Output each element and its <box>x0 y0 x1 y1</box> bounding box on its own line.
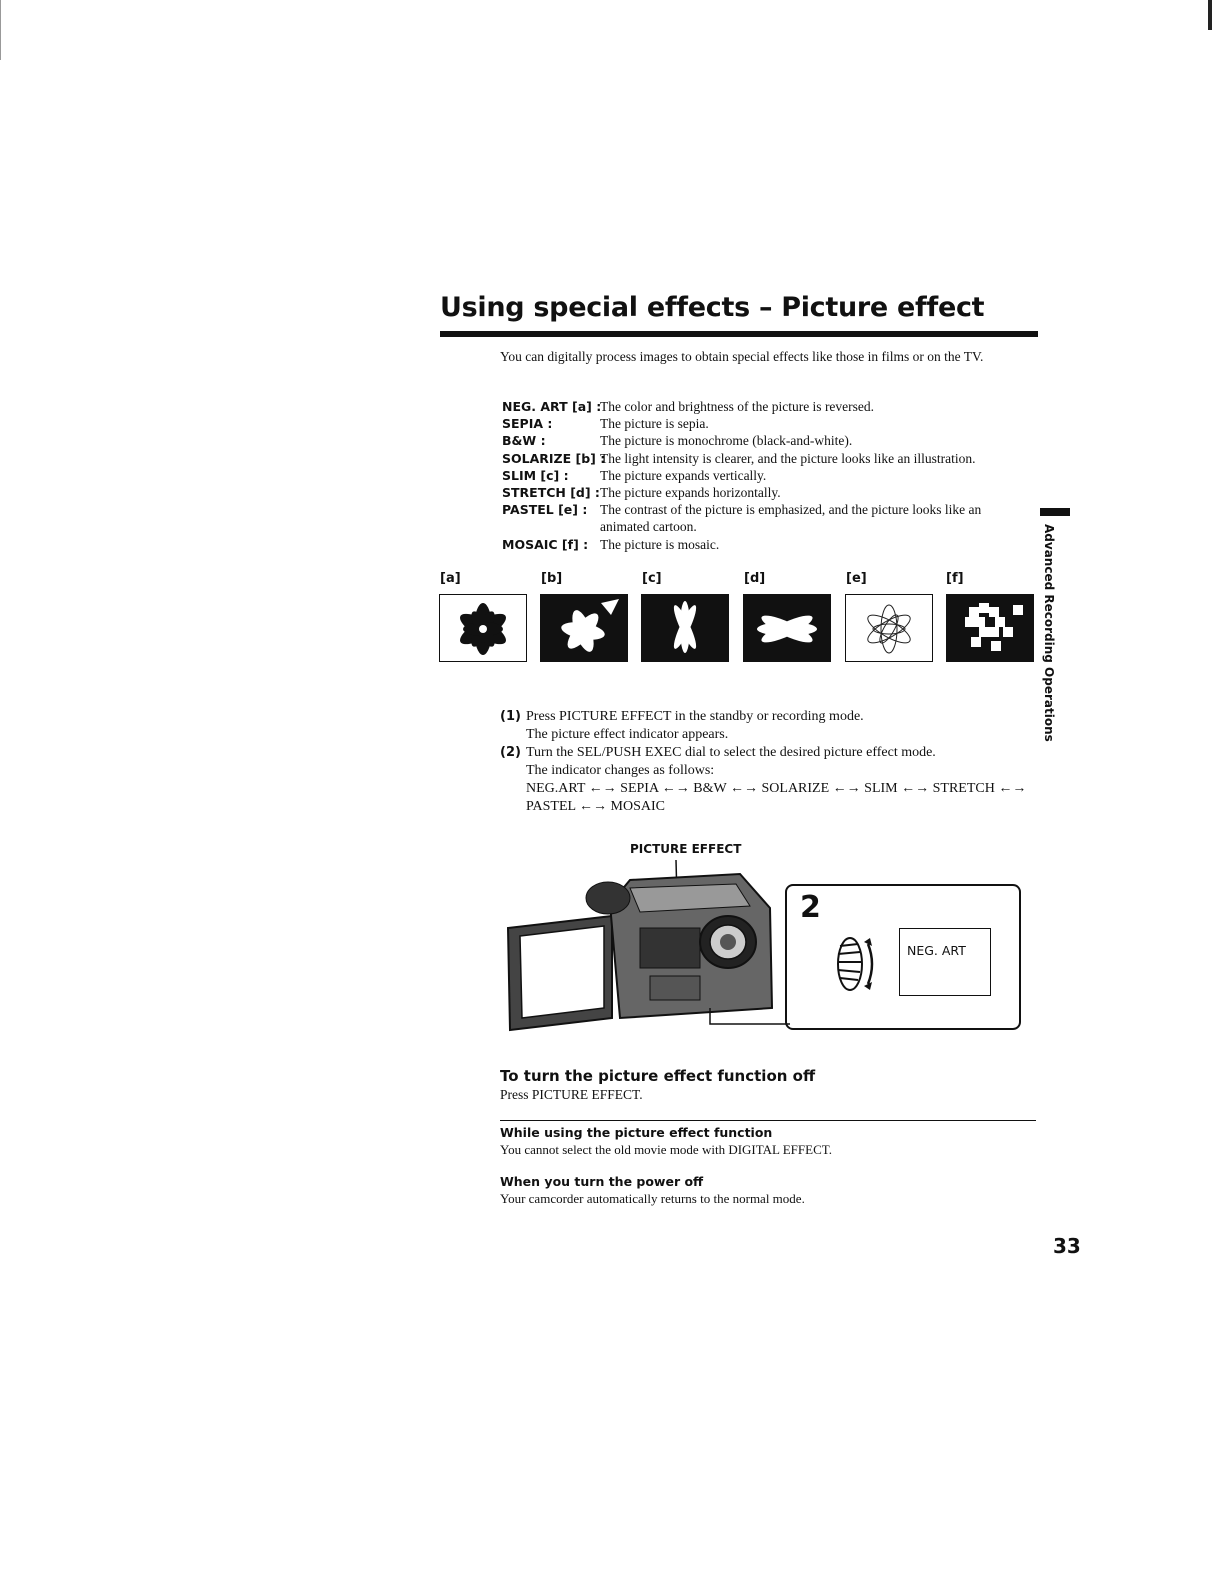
step-line: Turn the SEL/PUSH EXEC dial to select the desired picture effect mode. <box>526 745 936 760</box>
note-heading: While using the picture effect function <box>500 1125 773 1140</box>
note-body: Your camcorder automatically returns to the normal mode. <box>500 1191 805 1206</box>
step-line: The picture effect indicator appears. <box>526 727 729 742</box>
effect-desc: The light intensity is clearer, and the picture looks like an illustration. <box>600 450 976 466</box>
effect-desc: The picture is monochrome (black-and-white). <box>600 433 853 449</box>
intro-text: You can digitally process images to obtain special effects like those in films or on the TV. <box>500 349 984 364</box>
effect-item <box>502 536 1042 553</box>
effect-desc: The picture is sepia. <box>600 416 709 432</box>
mosaic-thumbnail <box>946 594 1034 662</box>
steps-list <box>500 708 1030 816</box>
step-line: The indicator changes as follows: <box>526 763 715 778</box>
section-tab-label: Advanced Recording Operations <box>1042 524 1056 742</box>
picture-effect-callout: PICTURE EFFECT <box>630 842 742 856</box>
thumbnail-label: [b] <box>541 571 563 586</box>
effect-desc: The picture expands horizontally. <box>600 485 781 501</box>
indicator-text: NEG. ART <box>907 943 966 958</box>
effect-item <box>502 450 1042 467</box>
page-number: 33 <box>1053 1234 1081 1258</box>
step-line: NEG.ART ←→ SEPIA ←→ B&W ←→ SOLARIZE ←→ SLIM ←→ STRETCH ←→ <box>526 781 1027 796</box>
effect-desc: The picture is mosaic. <box>600 536 720 552</box>
flower-icon <box>846 595 932 661</box>
note-heading: When you turn the power off <box>500 1174 704 1189</box>
step-number: (2) <box>500 745 521 760</box>
effect-term: MOSAIC [f] : <box>502 536 589 552</box>
effect-item <box>502 415 1042 432</box>
camcorder-icon <box>500 858 790 1034</box>
effect-term: PASTEL [e] : <box>502 502 588 518</box>
effect-item <box>502 398 1042 415</box>
section-heading: To turn the picture effect function off <box>500 1067 816 1085</box>
notes-divider <box>500 1120 1036 1121</box>
scan-mark <box>1208 0 1212 30</box>
callout-step-number: 2 <box>800 890 821 925</box>
effect-item <box>502 432 1042 449</box>
step-line: Press PICTURE EFFECT in the standby or recording mode. <box>526 709 864 724</box>
thumbnail-label: [f] <box>946 571 964 586</box>
viewfinder-indicator-box <box>899 928 991 996</box>
effect-term: STRETCH [d] : <box>502 485 600 501</box>
neg-art-thumbnail <box>439 594 527 662</box>
section-tab-marker <box>1040 508 1070 516</box>
pastel-thumbnail <box>845 594 933 662</box>
thumbnail-label: [e] <box>846 571 867 586</box>
effect-term: NEG. ART [a] : <box>502 399 602 414</box>
flower-icon <box>440 595 526 661</box>
step-number: (1) <box>500 709 521 724</box>
title-rule <box>440 331 1038 337</box>
thumbnail-label: [c] <box>642 571 662 586</box>
step-item <box>500 744 1030 816</box>
effect-desc: The contrast of the picture is emphasized, and the picture looks like an animated cartoon. <box>600 502 982 535</box>
flower-icon <box>744 595 830 661</box>
slim-thumbnail <box>641 594 729 662</box>
effect-term: SOLARIZE [b] : <box>502 450 606 466</box>
effect-item <box>502 501 1042 535</box>
effect-term: SEPIA : <box>502 416 553 432</box>
scan-mark <box>0 0 1 60</box>
sel-push-exec-dial-icon <box>834 932 878 996</box>
effect-term: B&W : <box>502 433 546 449</box>
note-body: You cannot select the old movie mode with DIGITAL EFFECT. <box>500 1142 832 1157</box>
section-body: Press PICTURE EFFECT. <box>500 1087 643 1102</box>
flower-icon <box>947 595 1033 661</box>
solarize-thumbnail <box>540 594 628 662</box>
flower-icon <box>642 595 728 661</box>
thumbnail-label: [d] <box>744 571 766 586</box>
thumbnail-label: [a] <box>440 571 461 586</box>
stretch-thumbnail <box>743 594 831 662</box>
effect-term: SLIM [c] : <box>502 467 569 483</box>
effects-list <box>502 398 1042 553</box>
effect-desc: The color and brightness of the picture is reversed. <box>600 399 875 414</box>
flower-icon <box>541 595 627 661</box>
step-line: PASTEL ←→ MOSAIC <box>526 799 665 814</box>
effect-item <box>502 484 1042 501</box>
step-item <box>500 708 1030 744</box>
effect-item <box>502 467 1042 484</box>
page-title: Using special effects – Picture effect <box>440 292 985 323</box>
effect-desc: The picture expands vertically. <box>600 467 767 483</box>
